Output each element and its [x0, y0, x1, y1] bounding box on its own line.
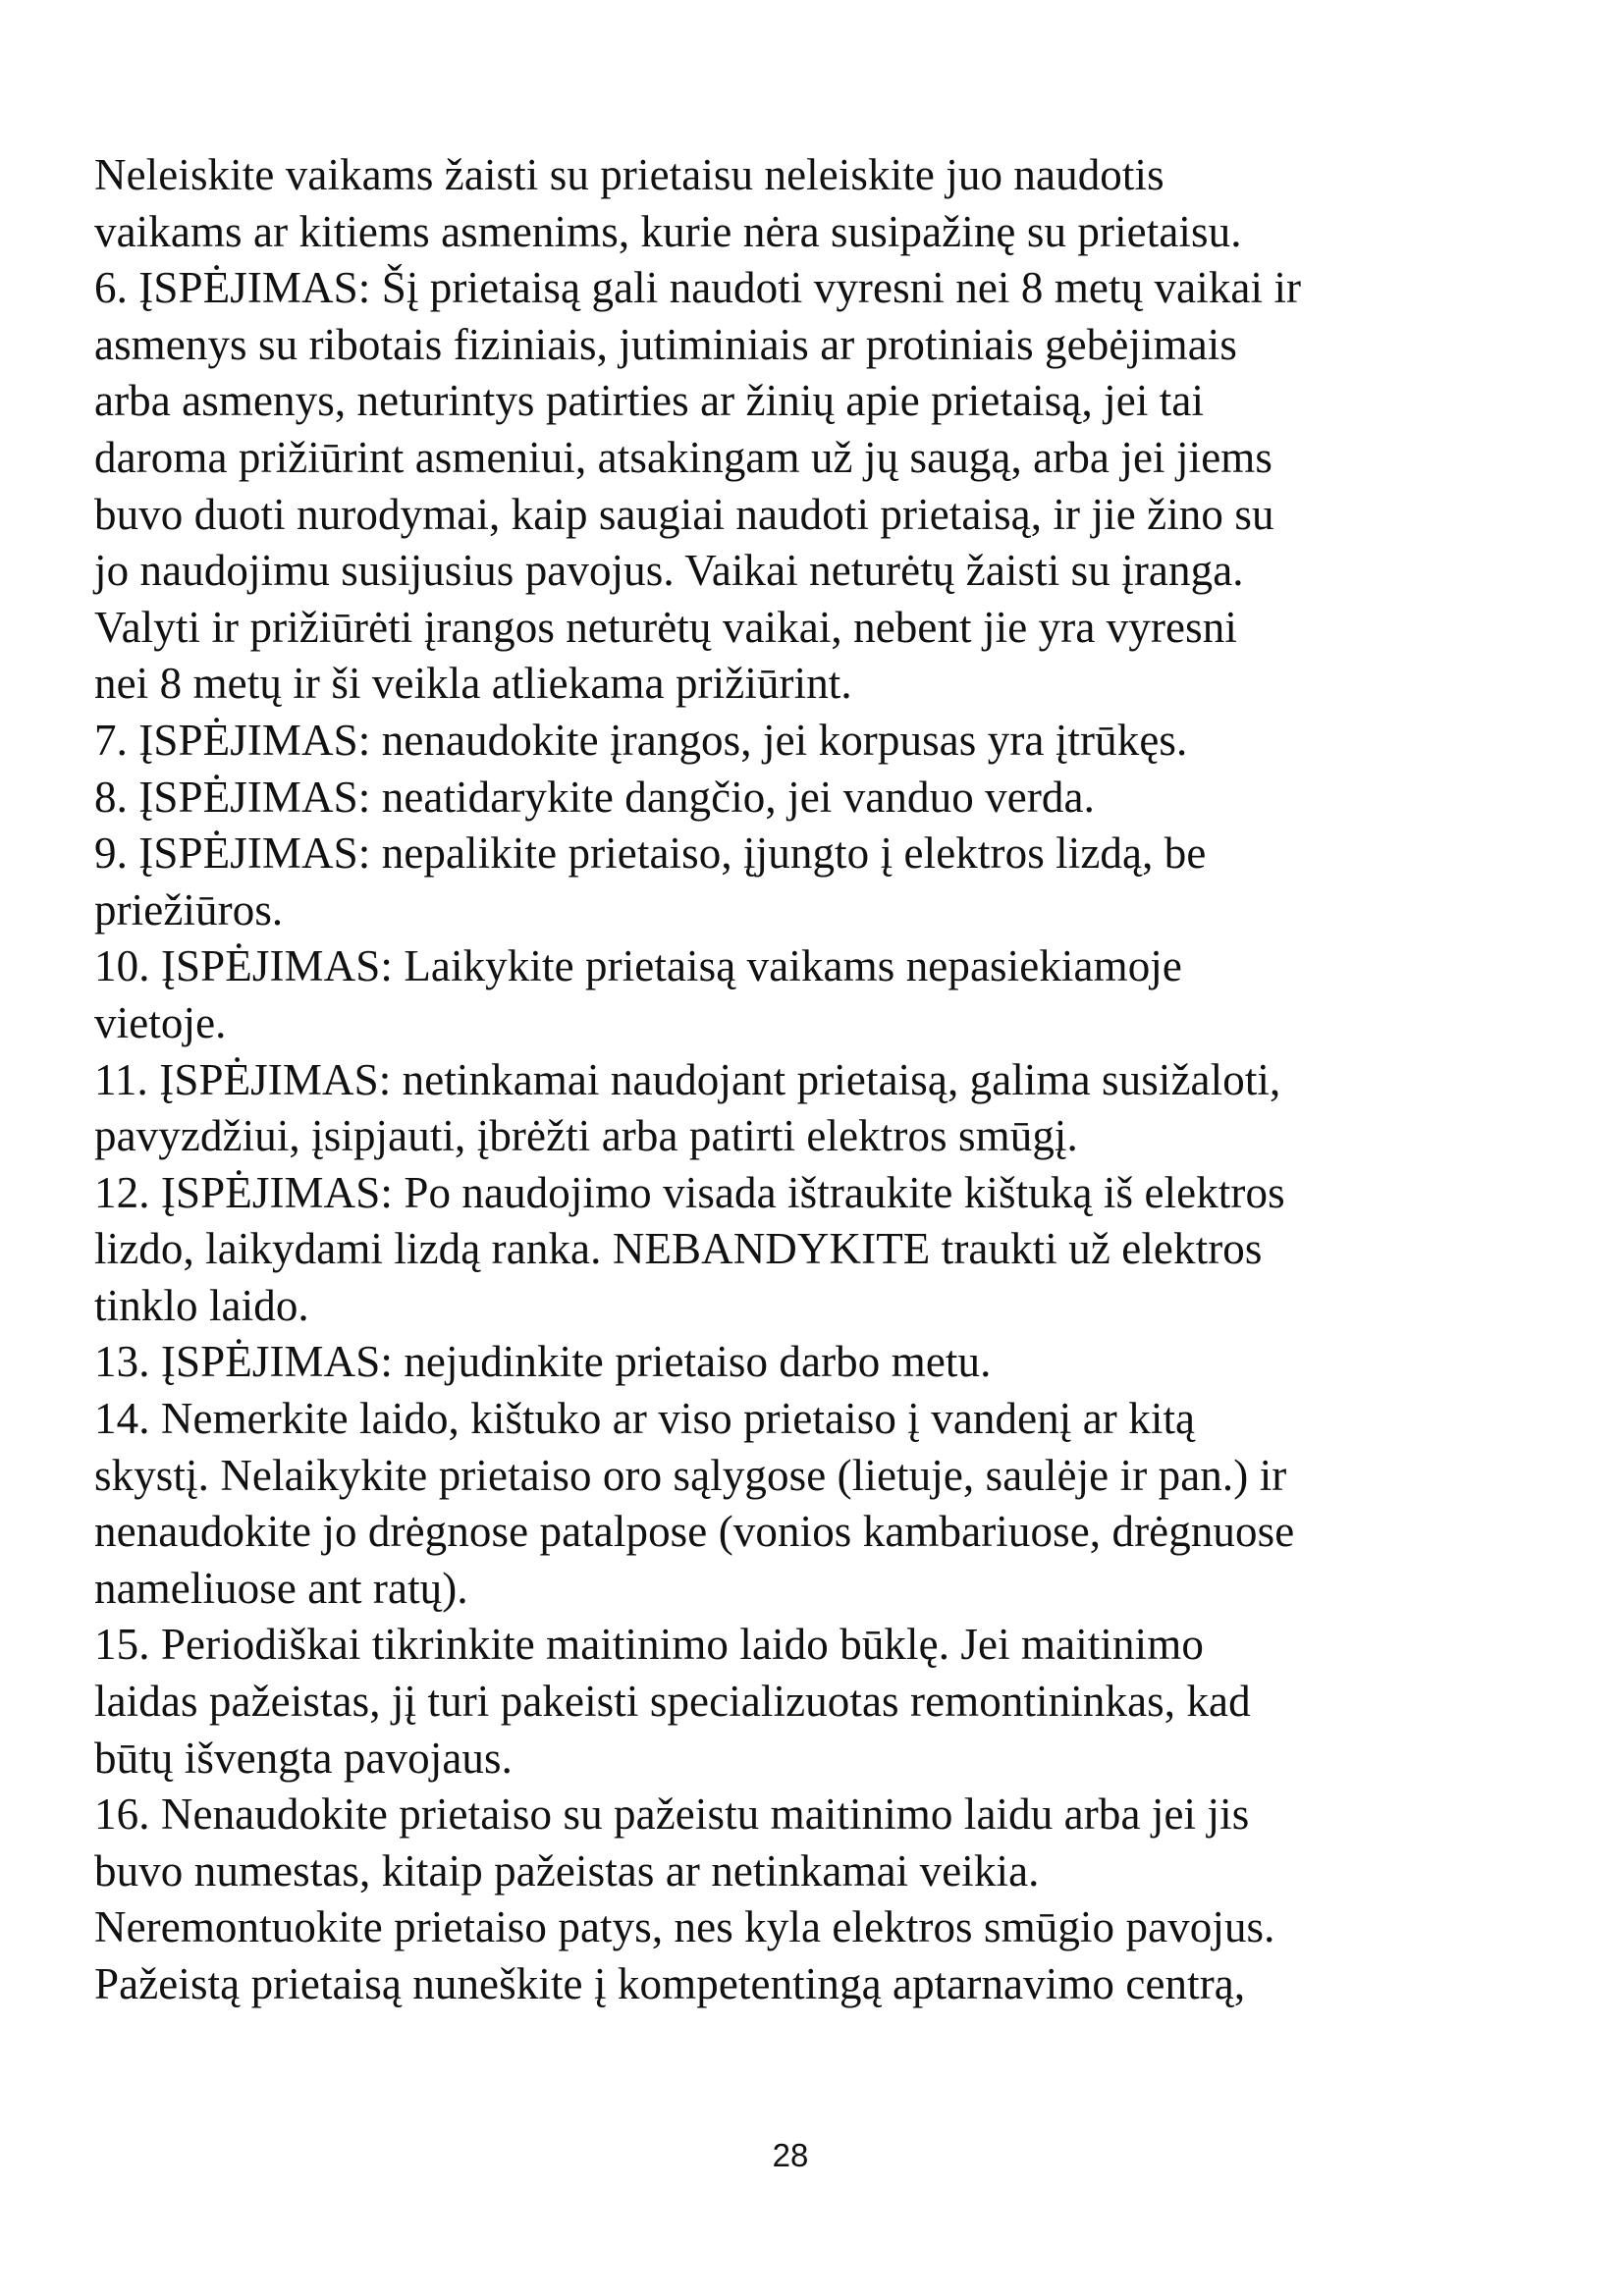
text-line: vietoje. [94, 997, 227, 1047]
text-line: 10. ĮSPĖJIMAS: Laikykite prietaisą vaikams nepasiekiamoje [94, 941, 1182, 991]
page-number: 28 [772, 2137, 809, 2173]
body-text [94, 147, 1538, 2013]
text-line: nameliuose ant ratų). [94, 1563, 468, 1613]
text-line: 12. ĮSPĖJIMAS: Po naudojimo visada ištraukite kištuką iš elektros [94, 1167, 1285, 1217]
text-line: nei 8 metų ir ši veikla atliekama prižiūrint. [94, 659, 852, 709]
text-line: 6. ĮSPĖJIMAS: Šį prietaisą gali naudoti vyresni nei 8 metų vaikai ir [94, 263, 1302, 313]
text-line: priežiūros. [94, 884, 284, 934]
text-line: 14. Nemerkite laido, kištuko ar viso prietaiso į vandenį ar kitą [94, 1394, 1196, 1444]
text-line: būtų išvengta pavojaus. [94, 1733, 513, 1783]
text-line: Neleiskite vaikams žaisti su prietaisu neleiskite juo naudotis [94, 150, 1164, 199]
text-line: 13. ĮSPĖJIMAS: nejudinkite prietaiso darbo metu. [94, 1337, 992, 1387]
text-line: Neremontuokite prietaiso patys, nes kyla elektros smūgio pavojus. [94, 1902, 1275, 1952]
text-line: buvo numestas, kitaip pažeistas ar netinkamai veikia. [94, 1845, 1040, 1896]
text-line: skystį. Nelaikykite prietaiso oro sąlygose (lietuje, saulėje ir pan.) ir [94, 1450, 1287, 1500]
text-line: Valyti ir prižiūrėti įrangos neturėtų vaikai, nebent jie yra vyresni [94, 602, 1237, 652]
text-line: 7. ĮSPĖJIMAS: nenaudokite įrangos, jei korpusas yra įtrūkęs. [94, 715, 1188, 765]
text-line: jo naudojimu susijusius pavojus. Vaikai neturėtų žaisti su įranga. [94, 546, 1244, 596]
text-line: daroma prižiūrint asmeniui, atsakingam už jų saugą, arba jei jiems [94, 432, 1272, 482]
text-line: asmenys su ribotais fiziniais, jutiminiais ar protiniais gebėjimais [94, 319, 1237, 369]
text-line: laidas pažeistas, jį turi pakeisti specializuotas remontininkas, kad [94, 1677, 1251, 1727]
text-line: nenaudokite jo drėgnose patalpose (vonios kambariuose, drėgnuose [94, 1507, 1295, 1557]
text-line: buvo duoti nurodymai, kaip saugiai naudoti prietaisą, ir jie žino su [94, 489, 1274, 539]
text-line: 8. ĮSPĖJIMAS: neatidarykite dangčio, jei vanduo verda. [94, 772, 1095, 822]
text-line: 11. ĮSPĖJIMAS: netinkamai naudojant prietaisą, galima susižaloti, [94, 1054, 1281, 1104]
text-line: pavyzdžiui, įsipjauti, įbrėžti arba patirti elektros smūgį. [94, 1111, 1078, 1161]
text-line: lizdo, laikydami lizdą ranka. NEBANDYKITE traukti už elektros [94, 1224, 1263, 1274]
text-line: 9. ĮSPĖJIMAS: nepalikite prietaiso, įjungto į elektros lizdą, be [94, 828, 1207, 879]
text-line: tinklo laido. [94, 1280, 309, 1330]
text-line: Pažeistą prietaisą nuneškite į kompetentingą aptarnavimo centrą, [94, 1959, 1246, 2008]
text-line: arba asmenys, neturintys patirties ar žinių apie prietaisą, jei tai [94, 376, 1205, 426]
text-line: 16. Nenaudokite prietaiso su pažeistu maitinimo laidu arba jei jis [94, 1789, 1250, 1840]
text-line: vaikams ar kitiems asmenims, kurie nėra susipažinę su prietaisu. [94, 206, 1242, 256]
text-line: 15. Periodiškai tikrinkite maitinimo laido būklę. Jei maitinimo [94, 1620, 1204, 1670]
